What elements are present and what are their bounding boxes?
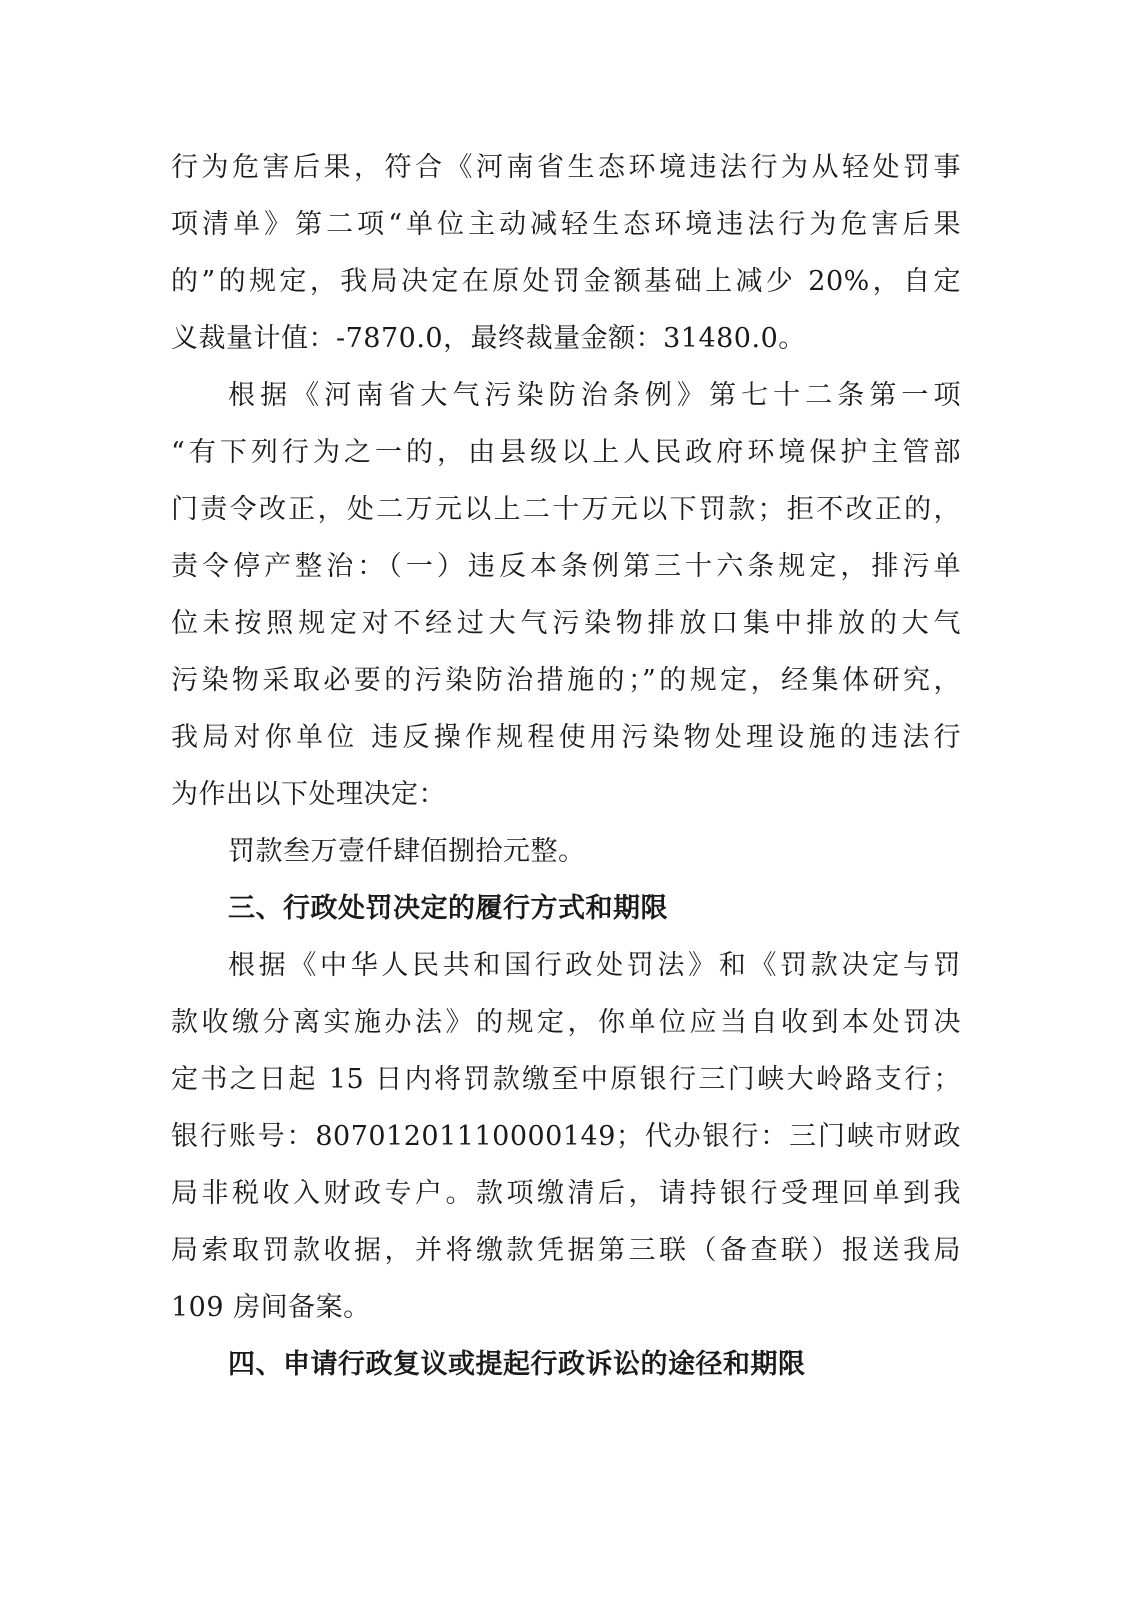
paragraph-line: “有下列行为之一的，由县级以上人民政府环境保护主管部	[171, 437, 961, 468]
paragraph-line: 局索取罚款收据，并将缴款凭据第三联（备查联）报送我局	[171, 1235, 961, 1266]
paragraph-line: 项清单》第二项“单位主动减轻生态环境违法行为危害后果	[171, 209, 961, 240]
paragraph-line: 定书之日起 15 日内将罚款缴至中原银行三门峡大岭路支行；	[171, 1064, 961, 1095]
paragraph-line: 为作出以下处理决定：	[171, 779, 446, 810]
penalty-amount-line: 罚款叁万壹仟肆佰捌拾元整。	[228, 836, 586, 867]
section-heading: 三、行政处罚决定的履行方式和期限	[228, 893, 668, 924]
paragraph-line: 109 房间备案。	[171, 1292, 371, 1323]
paragraph-line: 的”的规定，我局决定在原处罚金额基础上减少 20%，自定	[171, 266, 961, 297]
paragraph-line: 款收缴分离实施办法》的规定，你单位应当自收到本处罚决	[171, 1007, 961, 1038]
paragraph-line: 门责令改正，处二万元以上二十万元以下罚款；拒不改正的，	[171, 494, 961, 525]
paragraph-line: 义裁量计值：-7870.0，最终裁量金额：31480.0。	[171, 323, 806, 354]
paragraph-line: 行为危害后果，符合《河南省生态环境违法行为从轻处罚事	[171, 152, 961, 183]
paragraph-line: 根据《河南省大气污染防治条例》第七十二条第一项	[228, 380, 961, 411]
paragraph-line: 位未按照规定对不经过大气污染物排放口集中排放的大气	[171, 608, 961, 639]
paragraph-line: 银行账号：80701201110000149；代办银行：三门峡市财政	[171, 1121, 961, 1152]
paragraph-line: 局非税收入财政专户。款项缴清后，请持银行受理回单到我	[171, 1178, 961, 1209]
section-heading: 四、申请行政复议或提起行政诉讼的途径和期限	[228, 1349, 806, 1380]
paragraph-line: 污染物采取必要的污染防治措施的；”的规定，经集体研究，	[171, 665, 961, 696]
paragraph-line: 我局对你单位 违反操作规程使用污染物处理设施的违法行	[171, 722, 961, 753]
paragraph-line: 责令停产整治：（一）违反本条例第三十六条规定，排污单	[171, 551, 961, 582]
paragraph-line: 根据《中华人民共和国行政处罚法》和《罚款决定与罚	[228, 950, 961, 981]
